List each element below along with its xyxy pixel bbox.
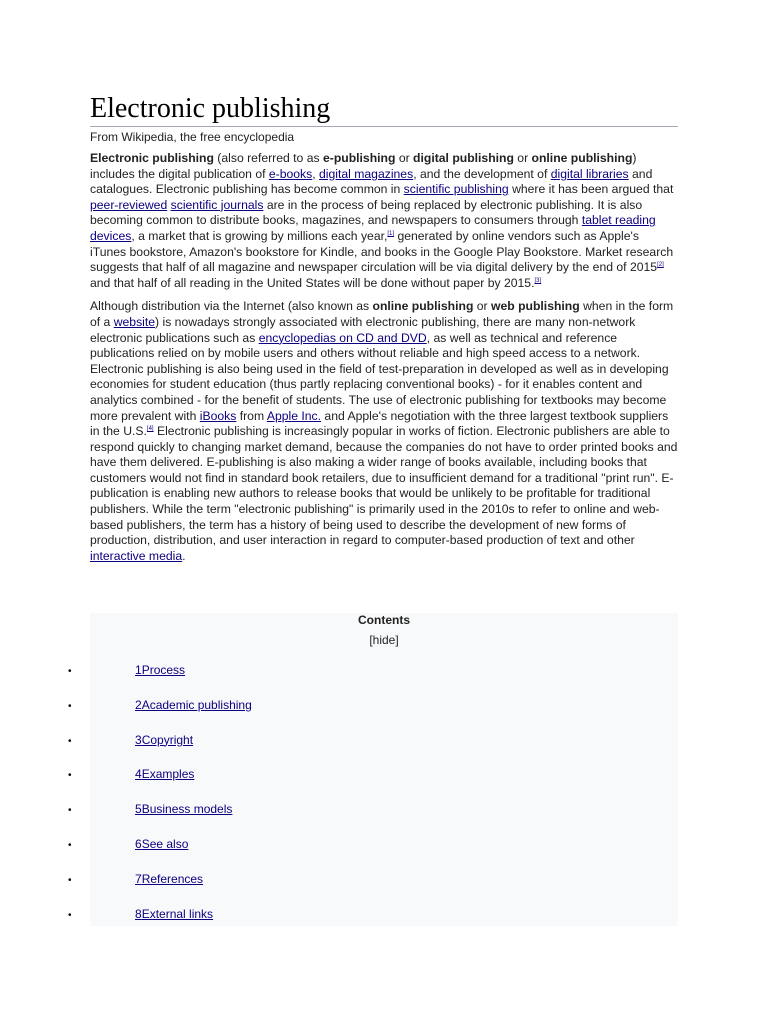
toc-link-copyright[interactable]: 3Copyright: [135, 732, 194, 747]
bullet-icon: •: [68, 839, 72, 851]
link-encyclopedias-cd-dvd[interactable]: encyclopedias on CD and DVD: [258, 330, 427, 345]
toc-item-references[interactable]: [68, 872, 668, 907]
bold-term: online publishing: [531, 151, 633, 165]
bold-term: Electronic publishing: [90, 151, 214, 165]
link-scientific-publishing[interactable]: scientific publishing: [403, 182, 509, 197]
toc-title: Contents: [358, 613, 410, 627]
page-title: Electronic publishing: [90, 0, 678, 127]
toc-link-examples[interactable]: 4Examples: [135, 767, 195, 782]
toc-list: [68, 663, 668, 941]
toc-item-business-models[interactable]: [68, 802, 668, 837]
body-paragraph: Although distribution via the Internet (also known as online publishing or web publishing when in the form of a website) is nowadays strongly associated with electronic publishing, there are many non-network electronic publications such as encyclopedias on CD and DVD, as well as technical and reference publications relied on by mobile users and others without reliable and high speed access to a network. Electronic publishing is also being used in the field of test-preparation in developed as well as in developing economies for student education (thus partly replacing conventional books) - for it enables content and analytics combined - for the benefit of students. The use of electronic publishing for textbooks may become more prevalent with iBooks from Apple Inc. and Apple's negotiation with the three largest textbook suppliers in the U.S.[4] Electronic publishing is increasingly popular in works of fiction. Electronic publishers are able to respond quickly to changing market demand, because the companies do not have to order printed books and have them delivered. E-publishing is also making a wider range of books available, including books that customers would not find in standard book retailers, due to insufficient demand for a traditional "print run". E-publication is enabling new authors to release books that would be unlikely to be profitable for traditional publishers. While the term "electronic publishing" is primarily used in the 2010s to refer to online and web-based publishers, the term has a history of being used to describe the development of new forms of production, distribution, and user interaction in regard to computer-based production of text and other interactive media.: [90, 299, 678, 563]
toc-hide-toggle[interactable]: [90, 633, 678, 647]
link-peer-reviewed[interactable]: peer-reviewed: [90, 197, 168, 212]
link-digital-magazines[interactable]: digital magazines: [319, 166, 414, 181]
bold-term: online publishing: [372, 299, 474, 314]
article: [90, 0, 678, 572]
bold-term: digital publishing: [413, 151, 514, 165]
citation-2[interactable]: [2]: [657, 262, 664, 269]
citation-1[interactable]: [1]: [387, 230, 395, 237]
toc-link-references[interactable]: 7References: [135, 871, 204, 886]
citation-3[interactable]: [3]: [534, 277, 542, 284]
citation-4[interactable]: [4]: [146, 426, 154, 433]
bullet-icon: •: [68, 874, 72, 886]
link-ibooks[interactable]: iBooks: [199, 408, 237, 423]
bullet-icon: •: [68, 735, 72, 747]
toc-link-process[interactable]: 1Process: [135, 663, 186, 677]
toc-item-examples[interactable]: [68, 767, 668, 802]
bold-term: e-publishing: [322, 151, 396, 165]
table-of-contents: [68, 613, 678, 926]
link-apple-inc[interactable]: Apple Inc.: [266, 408, 322, 423]
toc-item-academic-publishing[interactable]: [68, 698, 668, 733]
lead-paragraph: Electronic publishing (also referred to as e-publishing or digital publishing or online publishing) includes the digital publication of e-books, digital magazines, and the development of digital libraries and catalogues. Electronic publishing has become common in scientific publishing where it has been argued that peer-reviewed scientific journals are in the process of being replaced by electronic publishing. It is also becoming common to distribute books, magazines, and newspapers to consumers through tablet reading devices, a market that is growing by millions each year,[1] generated by online vendors such as Apple's iTunes bookstore, Amazon's bookstore for Kindle, and books in the Google Play Bookstore. Market research suggests that half of all magazine and newspaper circulation will be via digital delivery by the end of 2015[2] and that half of all reading in the United States will be done without paper by 2015.[3]: [90, 151, 674, 290]
tagline: From Wikipedia, the free encyclopedia: [90, 130, 295, 144]
link-interactive-media[interactable]: interactive media: [90, 548, 183, 563]
toc-item-see-also[interactable]: [68, 837, 668, 872]
link-website[interactable]: website: [113, 314, 156, 329]
bullet-icon: •: [68, 770, 72, 782]
bullet-icon: •: [68, 666, 72, 677]
bold-term: web publishing: [491, 299, 580, 314]
toc-item-copyright[interactable]: [68, 733, 668, 768]
link-tablet-reading-devices[interactable]: tablet reading devices: [90, 213, 656, 243]
link-e-books[interactable]: e-books: [268, 166, 313, 181]
toc-link-academic-publishing[interactable]: 2Academic publishing: [135, 697, 252, 712]
toc-item-external-links[interactable]: [68, 907, 668, 942]
toc-link-see-also[interactable]: 6See also: [135, 836, 189, 851]
toc-hide-link[interactable]: [hide]: [369, 633, 399, 647]
link-scientific-journals[interactable]: scientific journals: [170, 197, 264, 212]
toc-link-business-models[interactable]: 5Business models: [135, 802, 233, 817]
toc-item-process[interactable]: [68, 663, 668, 698]
toc-link-external-links[interactable]: 8External links: [135, 906, 214, 921]
bullet-icon: •: [68, 700, 72, 712]
bullet-icon: •: [68, 909, 72, 921]
link-digital-libraries[interactable]: digital libraries: [550, 166, 629, 181]
bullet-icon: •: [68, 805, 72, 817]
